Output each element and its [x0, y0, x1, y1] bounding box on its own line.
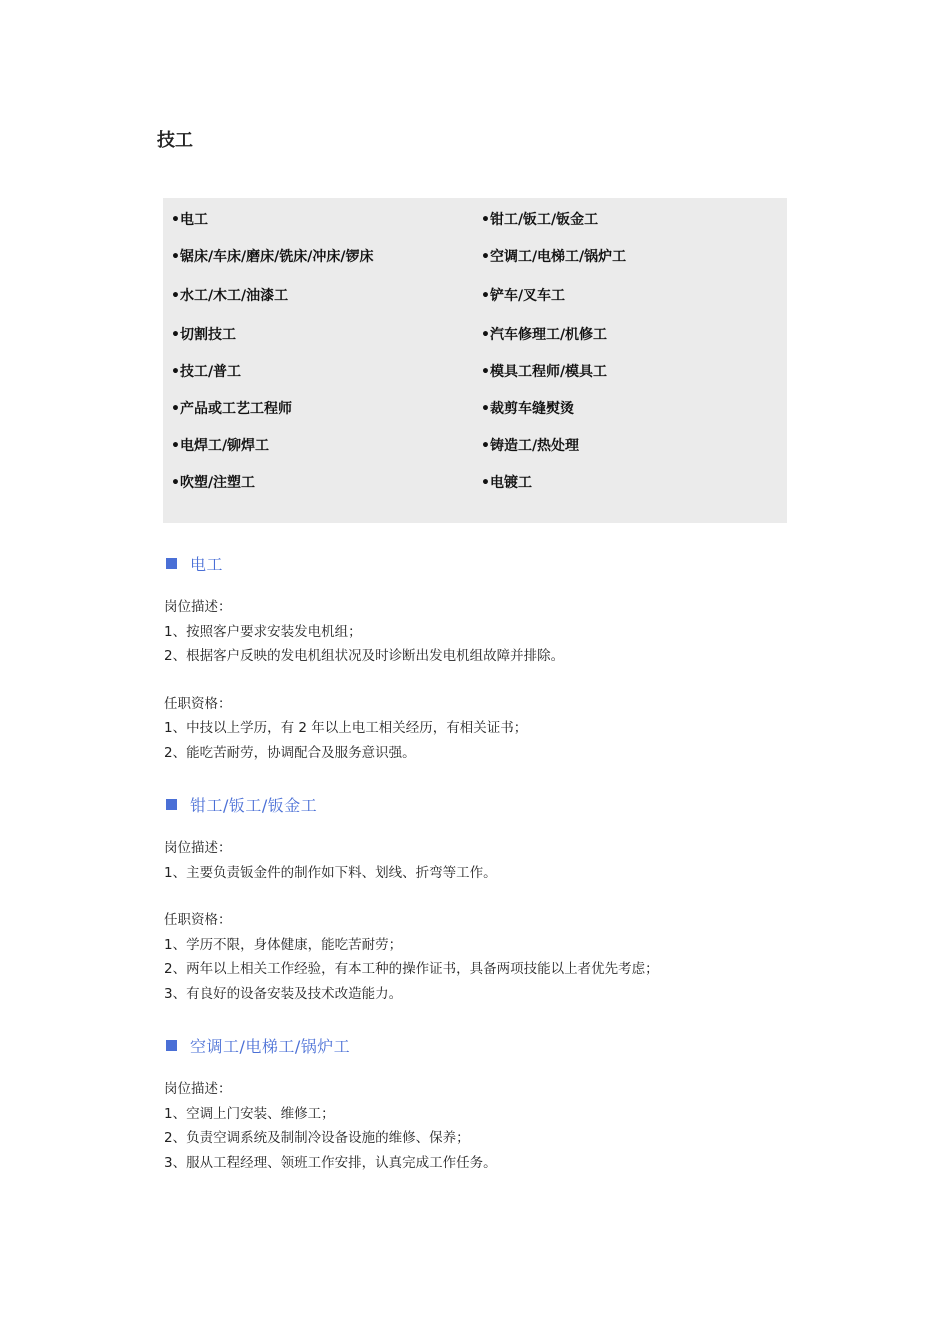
duty-line: 2、负责空调系统及制制冷设备设施的维修、保养； — [164, 1130, 470, 1146]
section-electrician — [164, 551, 804, 788]
toc-item-mold-engineer[interactable]: •模具工程师/模具工 — [481, 364, 608, 380]
square-bullet-icon — [166, 558, 177, 569]
requirement-line: 3、有良好的设备安装及技术改造能力。 — [164, 985, 403, 1002]
section-title: 空调工/电梯工/锅炉工 — [190, 1036, 351, 1056]
toc-item-plumber-carpenter-painter[interactable]: •水工/木工/油漆工 — [171, 288, 289, 304]
section-title: 钳工/钣工/钣金工 — [190, 795, 318, 815]
section-fitter-sheet-metal — [164, 792, 804, 1029]
requirement-line: 1、中技以上学历，有 2 年以上电工相关经历，有相关证书； — [164, 720, 528, 736]
toc-item-machine-tools[interactable]: •锯床/车床/磨床/铣床/冲床/锣床 — [171, 249, 374, 265]
toc-item-forklift[interactable]: •铲车/叉车工 — [481, 288, 566, 304]
section-heading — [164, 551, 804, 575]
toc-item-process-engineer[interactable]: •产品或工艺工程师 — [171, 401, 292, 417]
toc-item-electrician[interactable]: •电工 — [171, 212, 208, 228]
requirement-line: 1、学历不限，身体健康，能吃苦耐劳； — [164, 936, 403, 953]
toc-item-casting-heat[interactable]: •铸造工/热处理 — [481, 438, 580, 454]
job-category-index — [163, 198, 787, 523]
requirement-line: 2、能吃苦耐劳，协调配合及服务意识强。 — [164, 744, 416, 761]
toc-item-general-worker[interactable]: •技工/普工 — [171, 364, 242, 380]
duty-line: 1、主要负责钣金件的制作如下料、划线、折弯等工作。 — [164, 864, 497, 881]
section-hvac-elevator-boiler — [164, 1033, 804, 1198]
page-title: 技工 — [157, 130, 193, 151]
requirement-line: 2、两年以上相关工作经验，有本工种的操作证书，具备两项技能以上者优先考虑； — [164, 961, 659, 977]
duty-label: 岗位描述： — [164, 599, 232, 615]
toc-item-auto-mechanic[interactable]: •汽车修理工/机修工 — [481, 327, 608, 343]
duty-block — [164, 1077, 804, 1175]
duty-line: 1、空调上门安装、维修工； — [164, 1105, 335, 1122]
duty-label: 岗位描述： — [164, 1081, 232, 1097]
toc-item-fitter-sheet-metal[interactable]: •钳工/钣工/钣金工 — [481, 212, 599, 228]
toc-item-hvac-elevator-boiler[interactable]: •空调工/电梯工/锅炉工 — [481, 249, 627, 265]
section-heading — [164, 792, 804, 816]
duty-block — [164, 836, 804, 885]
requirement-block — [164, 692, 804, 766]
requirement-label: 任职资格： — [164, 695, 232, 712]
toc-item-molding[interactable]: •吹塑/注塑工 — [171, 475, 256, 491]
section-title: 电工 — [190, 554, 224, 574]
toc-item-welder[interactable]: •电焊工/铆焊工 — [171, 438, 270, 454]
square-bullet-icon — [166, 1040, 177, 1051]
duty-line: 1、按照客户要求安装发电机组； — [164, 623, 362, 640]
requirement-label: 任职资格： — [164, 912, 232, 928]
square-bullet-icon — [166, 799, 177, 810]
requirement-block — [164, 908, 804, 1006]
duty-block — [164, 595, 804, 669]
section-heading — [164, 1033, 804, 1057]
duty-line: 2、根据客户反映的发电机组状况及时诊断出发电机组故障并排除。 — [164, 648, 565, 664]
toc-item-cutting[interactable]: •切割技工 — [171, 327, 236, 343]
toc-item-electroplating[interactable]: •电镀工 — [481, 475, 532, 491]
duty-label: 岗位描述： — [164, 840, 232, 856]
duty-line: 3、服从工程经理、领班工作安排，认真完成工作任务。 — [164, 1154, 497, 1171]
toc-item-sewing-ironing[interactable]: •裁剪车缝熨烫 — [481, 401, 574, 417]
